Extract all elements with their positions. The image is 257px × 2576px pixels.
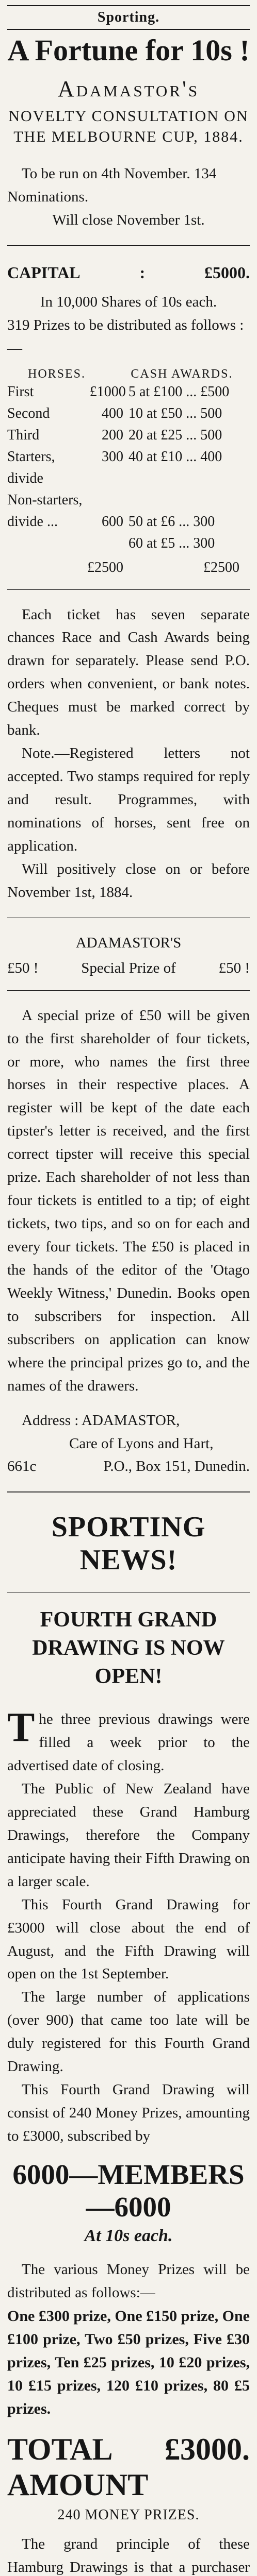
adamastor-advertisement	[7, 35, 250, 1478]
cash-awards-header: CASH AWARDS.	[131, 367, 233, 381]
shares-line: In 10,000 Shares of 10s each.	[40, 293, 217, 310]
at-price-line: At 10s each.	[84, 2226, 173, 2245]
ad1-para-3: Will positively close on or before November 1st, 1884.	[7, 860, 250, 901]
total-amount-value: £3000.	[165, 2432, 250, 2466]
address-line-2: Care of Lyons and Hart,	[69, 1435, 214, 1452]
ad2-subheading: FOURTH GRAND DRAWING IS NOW OPEN!	[32, 1608, 225, 1688]
ad1-address	[7, 1409, 250, 1479]
prize-table	[7, 381, 250, 554]
ad2-prize-list: One £300 prize, One £150 prize, One £100 prize, Two £50 prizes, Five £30 prizes, Ten £25 prizes, 10 £20 prizes, 10 £15 prizes, 120 £10 prizes, 80 £5 prizes.	[7, 2307, 250, 2417]
ad1-para-1: Each ticket has seven separate chances Race and Cash Awards being drawn for separately. Please send P.O. orders when convenient, or bank notes. Cheques must be marked correct by bank.	[7, 606, 250, 739]
ad1-rule-2	[7, 589, 250, 590]
prize-row: Second 400 10 at £50 ... 500	[7, 405, 222, 421]
prize-row: First £1000 5 at £100 ... £500	[7, 383, 230, 400]
special-prize-right: £50 !	[218, 959, 250, 976]
members-line: 6000—MEMBERS—6000	[12, 2158, 245, 2223]
ad1-subtitle: NOVELTY CONSULTATION ON THE MELBOURNE CUP, 1884.	[8, 107, 249, 146]
ad2-para-2: The Public of New Zealand have appreciated these Grand Hamburg Drawings, therefore the Company anticipate having their Fifth Drawing on a larger scale.	[7, 1780, 250, 1890]
prize-row: divide ... 600 50 at £6 ... 300	[7, 513, 215, 530]
separator-rule	[7, 1492, 250, 1493]
special-prize-label: Special Prize of	[81, 959, 176, 976]
capital-colon: :	[139, 263, 146, 282]
ad2-para-1: The three previous drawings were filled a week prior to the advertised date of closing.	[7, 1705, 250, 1774]
ad2-para-4: The large number of applications (over 900) that came too late will be duly registered for this Fourth Grand Drawing.	[7, 1989, 250, 2075]
newspaper-page	[7, 0, 250, 2575]
section-rule	[7, 29, 250, 30]
ad1-headline: A Fortune for 10s !	[7, 33, 250, 67]
total-horses: £2500	[87, 559, 123, 575]
ad1-sweep-org: ADAMASTOR'S	[75, 934, 182, 951]
total-cash: £2500	[203, 559, 239, 575]
prize-row: 60 at £5 ... 300	[128, 535, 215, 551]
ad2-para-3: This Fourth Grand Drawing for £3000 will close about the end of August, and the Fifth Drawing will open on the 1st September.	[7, 1896, 250, 1982]
address-line-3: P.O., Box 151, Dunedin.	[103, 1458, 250, 1475]
prizes-intro: 319 Prizes to be distributed as follows :—	[7, 316, 244, 357]
ad1-run-on: To be run on 4th November. 134 Nominations.	[7, 165, 217, 205]
prize-row: Third 200 20 at £25 ... 500	[7, 427, 222, 443]
capital-label: CAPITAL	[7, 263, 81, 282]
capital-row	[7, 263, 250, 282]
money-prizes-line: 240 MONEY PRIZES.	[57, 2506, 200, 2523]
ad1-org-name: Adamastor's	[57, 76, 200, 101]
ad2-para-5: This Fourth Grand Drawing will consist of 240 Money Prizes, amounting to £3000, subscribed by	[7, 2081, 250, 2145]
ad1-rule-4	[7, 990, 250, 991]
section-heading: Sporting.	[97, 9, 160, 25]
prize-totals	[7, 560, 250, 576]
horses-header: HORSES.	[28, 367, 86, 381]
ad2-para-7: The grand principle of these Hamburg Drawings is that a purchaser	[7, 2535, 250, 2575]
drop-cap: T	[7, 1705, 35, 1751]
total-amount-row	[7, 2432, 250, 2503]
prize-table-header	[7, 367, 250, 381]
ad1-para-4: A special prize of £50 will be given to the first shareholder of four tickets, or more, who names the first three horses in their respective places. A register will be kept of the date each tipster's letter is received, and the first correct tipster will receive this special prize. Each shareholder of not less than four tickets is entitled to a tip; of eight tickets, two tips, and so on for each and every four tickets. The £50 is placed in the hands of the editor of the 'Otago Weekly Witness,' Dunedin. Books open to subscribers for inspection. All subscribers on application can know where the principal prizes go to, and the names of the drawers.	[7, 1007, 250, 1394]
special-prize-row	[7, 960, 250, 977]
address-label: Address : ADAMASTOR,	[22, 1412, 180, 1429]
ad2-para-6-lead: The various Money Prizes will be distributed as follows:—	[7, 2261, 250, 2301]
total-amount-label: TOTAL AMOUNT	[7, 2432, 149, 2502]
special-prize-left: £50 !	[7, 959, 39, 976]
capital-value: £5000.	[204, 263, 250, 282]
ad1-para-2: Note.—Registered letters not accepted. Two stamps required for reply and result. Programmes, with nominations of horses, sent free on application.	[7, 745, 250, 854]
ad1-close-date: Will close November 1st.	[52, 211, 205, 228]
prize-row: Non-starters,	[7, 492, 83, 508]
ad1-code: 661c	[7, 1458, 37, 1475]
address-code-row	[7, 1455, 250, 1478]
ad1-rule	[7, 245, 250, 246]
boaz-advertisement	[7, 1511, 250, 2576]
prize-row: Starters, divide 300 40 at £10 ... 400	[7, 448, 222, 486]
ad2-heading: SPORTING NEWS!	[51, 1511, 206, 1577]
top-rule	[7, 5, 250, 6]
